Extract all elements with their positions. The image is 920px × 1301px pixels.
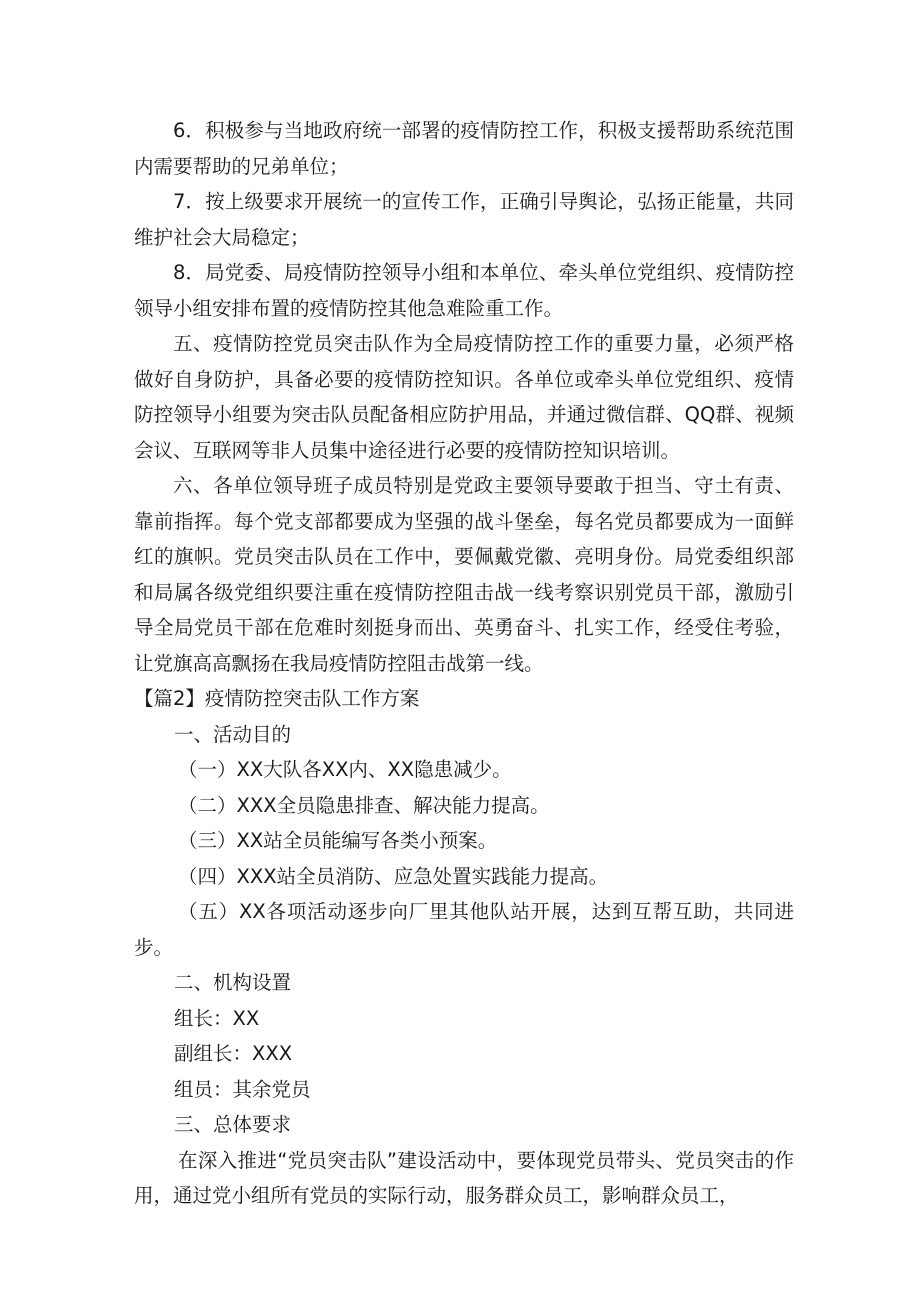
requirements-paragraph: 在深入推进“党员突击队”建设活动中，要体现党员带头、党员突击的作用，通过党小组所有党员的实际行动，服务群众员工，影响群众员工， (134, 1148, 794, 1207)
section-5-paragraph: 五、疫情防控党员突击队作为全局疫情防控工作的重要力量，必须严格做好自身防护，具备必要的疫情防控知识。各单位或牵头单位党组织、疫情防控领导小组要为突击队员配备相应防护用品，并通过微信群、QQ群、视频会议、互联网等非人员集中途径进行必要的疫情防控知识培训。 (134, 332, 794, 462)
purpose-item-2: （二）XXX全员隐患排查、解决能力提高。 (178, 793, 550, 817)
item-7-paragraph: 7．按上级要求开展统一的宣传工作，正确引导舆论，弘扬正能量，共同维护社会大局稳定； (134, 190, 794, 249)
group-members-line: 组员：其余党员 (174, 1077, 311, 1101)
activity-purpose-heading: 一、活动目的 (174, 722, 292, 746)
deputy-leader-line: 副组长：XXX (174, 1042, 293, 1065)
section-6-paragraph: 六、各单位领导班子成员特别是党政主要领导要敢于担当、守土有责、靠前指挥。每个党支部都要成为坚强的战斗堡垒，每名党员都要成为一面鲜红的旗帜。党员突击队员在工作中，要佩戴党徽、亮明身份。局党委组织部和局属各级党组织要注重在疫情防控阻击战一线考察识别党员干部，激励引导全局党员干部在危难时刻挺身而出、英勇奋斗、扎实工作，经受住考验，让党旗高高飘扬在我局疫情防控阻击战第一线。 (134, 474, 794, 675)
organization-heading: 二、机构设置 (174, 971, 292, 994)
purpose-item-5: （五）XX各项活动逐步向厂里其他队站开展，达到互帮互助，共同进步。 (134, 900, 794, 959)
item-8-paragraph: 8．局党委、局疫情防控领导小组和本单位、牵头单位党组织、疫情防控领导小组安排布置的疫情防控其他急难险重工作。 (134, 261, 794, 320)
purpose-item-1: （一）XX大队各XX内、XX隐患减少。 (178, 758, 512, 781)
document-body (134, 113, 794, 1214)
overall-requirements-heading: 三、总体要求 (174, 1113, 292, 1136)
purpose-item-3: （三）XX站全员能编写各类小预案。 (178, 829, 498, 852)
group-leader-line: 组长：XX (174, 1006, 260, 1030)
purpose-item-4: （四）XXX站全员消防、应急处置实践能力提高。 (178, 864, 609, 888)
item-6-paragraph: 6．积极参与当地政府统一部署的疫情防控工作，积极支援帮助系统范围内需要帮助的兄弟单位； (134, 119, 794, 178)
article-2-heading: 【篇2】疫情防控突击队工作方案 (134, 687, 420, 710)
